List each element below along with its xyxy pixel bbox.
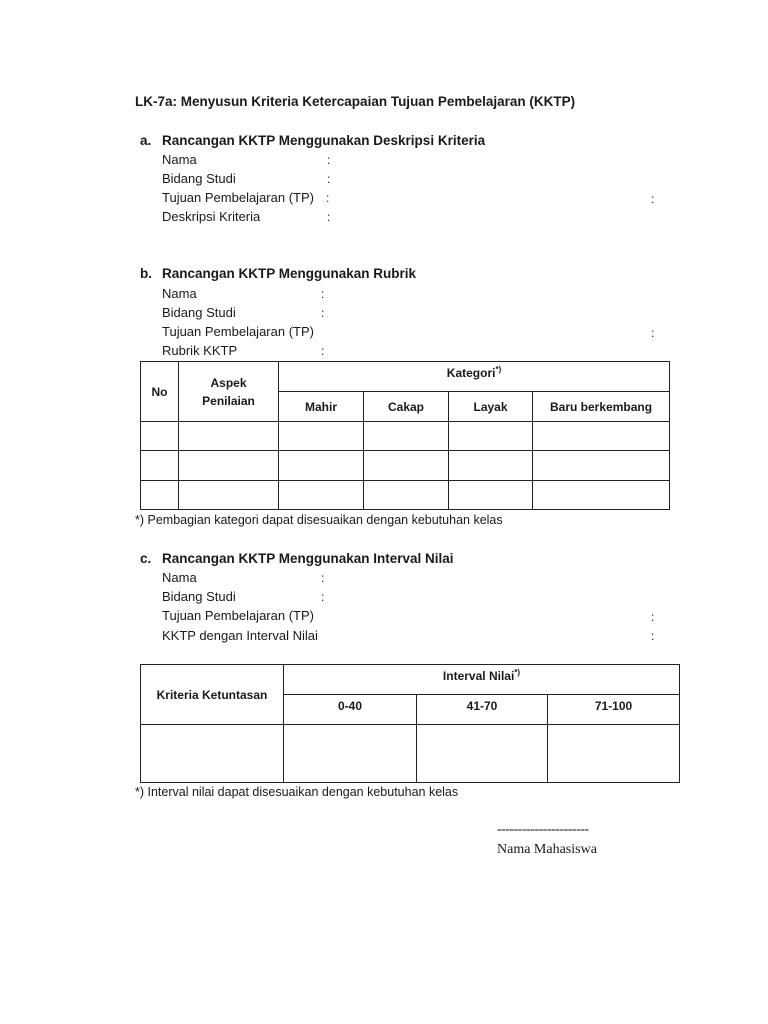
rubrik-header-aspek: Aspek Penilaian [179, 362, 279, 422]
section-b-colon-bidang-studi: : [321, 306, 325, 320]
rubrik-cell[interactable] [179, 451, 279, 481]
rubrik-header-mahir: Mahir [279, 392, 364, 422]
rubrik-header-kategori [279, 362, 670, 392]
table-row [141, 725, 680, 783]
section-c-field-tp: Tujuan Pembelajaran (TP) [162, 608, 314, 623]
section-b-colon-tp-right: : [651, 326, 655, 340]
interval-cell[interactable] [284, 725, 417, 783]
section-b-field-rubrik: Rubrik KKTP [162, 343, 238, 358]
rubrik-table [140, 361, 670, 510]
rubrik-kategori-marker: *) [495, 365, 502, 374]
interval-header-interval [284, 665, 680, 695]
signature-name: Nama Mahasiswa [497, 842, 597, 857]
section-c-note: *) Interval nilai dapat disesuaikan dengan kebutuhan kelas [135, 785, 459, 799]
section-c-letter: c. [140, 551, 152, 566]
section-c-heading: Rancangan KKTP Menggunakan Interval Nilai [162, 551, 454, 566]
interval-label: Interval Nilai [442, 669, 515, 683]
rubrik-header-cakap: Cakap [364, 392, 449, 422]
rubrik-cell[interactable] [279, 451, 364, 481]
interval-header-kriteria: Kriteria Ketuntasan [141, 665, 284, 725]
interval-cell[interactable] [141, 725, 284, 783]
rubrik-header-layak: Layak [449, 392, 533, 422]
section-a-field-bidang-studi: Bidang Studi [162, 171, 236, 186]
rubrik-cell[interactable] [364, 422, 449, 451]
section-c-field-bidang-studi: Bidang Studi [162, 589, 236, 604]
section-a-letter: a. [140, 133, 152, 148]
section-c-field-nama: Nama [162, 570, 197, 585]
section-c-colon-tp-right: : [651, 610, 655, 624]
rubrik-cell[interactable] [533, 422, 670, 451]
section-a-field-tp: Tujuan Pembelajaran (TP) [162, 190, 314, 205]
section-b-field-tp: Tujuan Pembelajaran (TP) [162, 324, 314, 339]
section-b-letter: b. [140, 266, 152, 281]
section-a-colon-deskripsi: : [327, 210, 331, 224]
table-row [141, 422, 670, 451]
rubrik-cell[interactable] [533, 481, 670, 510]
rubrik-header-no: No [141, 362, 179, 422]
section-b-field-bidang-studi: Bidang Studi [162, 305, 236, 320]
rubrik-cell[interactable] [279, 481, 364, 510]
rubrik-cell[interactable] [141, 422, 179, 451]
section-a-colon-bidang-studi: : [327, 172, 331, 186]
interval-header-0-40: 0-40 [284, 695, 417, 725]
rubrik-cell[interactable] [449, 481, 533, 510]
interval-cell[interactable] [417, 725, 548, 783]
section-a-field-deskripsi: Deskripsi Kriteria [162, 209, 261, 224]
section-c-colon-nama: : [321, 571, 325, 585]
table-row [141, 481, 670, 510]
rubrik-cell[interactable] [279, 422, 364, 451]
section-b-note: *) Pembagian kategori dapat disesuaikan dengan kebutuhan kelas [135, 513, 503, 527]
section-a-heading: Rancangan KKTP Menggunakan Deskripsi Kriteria [162, 133, 486, 148]
section-a-colon-tp-right: : [651, 192, 655, 206]
rubrik-cell[interactable] [141, 481, 179, 510]
interval-cell[interactable] [548, 725, 680, 783]
rubrik-cell[interactable] [179, 422, 279, 451]
rubrik-cell[interactable] [449, 451, 533, 481]
section-a-colon-nama: : [327, 153, 331, 167]
rubrik-header-baru-berkembang: Baru berkembang [533, 392, 670, 422]
rubrik-cell[interactable] [179, 481, 279, 510]
rubrik-kategori-label: Kategori [446, 366, 496, 380]
rubrik-cell[interactable] [533, 451, 670, 481]
table-row [141, 451, 670, 481]
signature-line: ---------------------- [497, 822, 589, 837]
section-b-heading: Rancangan KKTP Menggunakan Rubrik [162, 266, 417, 281]
section-a-field-nama: Nama [162, 152, 197, 167]
section-a-colon-tp: : [326, 191, 330, 205]
section-b-field-nama: Nama [162, 286, 197, 301]
section-c-colon-bidang-studi: : [321, 590, 325, 604]
document-title: LK-7a: Menyusun Kriteria Ketercapaian Tujuan Pembelajaran (KKTP) [135, 94, 576, 109]
rubrik-cell[interactable] [364, 481, 449, 510]
rubrik-cell[interactable] [364, 451, 449, 481]
section-b-colon-rubrik: : [321, 344, 325, 358]
interval-header-71-100: 71-100 [548, 695, 680, 725]
rubrik-cell[interactable] [141, 451, 179, 481]
rubrik-cell[interactable] [449, 422, 533, 451]
interval-table [140, 664, 680, 783]
section-c-field-kktp-interval: KKTP dengan Interval Nilai [162, 628, 318, 643]
section-b-colon-nama: : [321, 287, 325, 301]
interval-marker: *) [514, 668, 521, 677]
section-c-colon-kktp-interval-right: : [651, 629, 655, 643]
interval-header-41-70: 41-70 [417, 695, 548, 725]
